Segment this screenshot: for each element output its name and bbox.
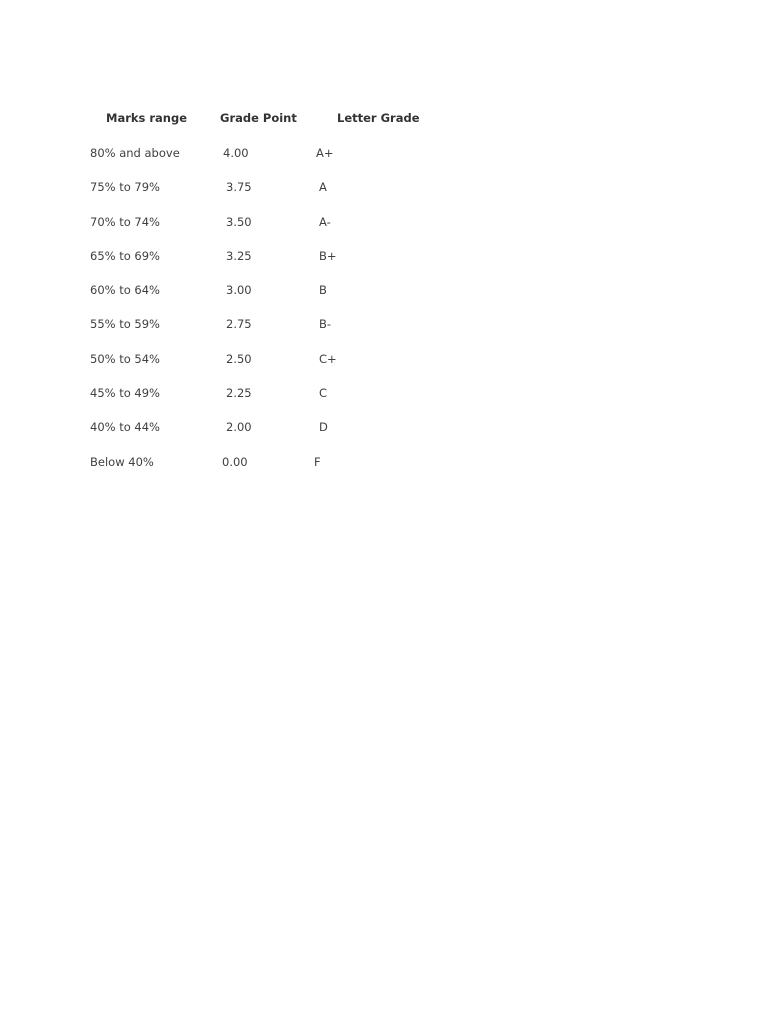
table-row [90, 452, 450, 486]
marks-range-cell: 60% to 64% [90, 283, 160, 298]
marks-range-cell: 45% to 49% [90, 386, 160, 401]
marks-range-cell: 65% to 69% [90, 248, 160, 263]
marks-range-cell: 70% to 74% [90, 214, 160, 229]
letter-grade-cell: B [319, 283, 327, 298]
letter-grade-cell: B- [319, 317, 332, 332]
header-grade-point: Grade Point [220, 111, 297, 125]
grade-point-cell: 3.00 [226, 283, 252, 298]
letter-grade-cell: D [319, 420, 328, 435]
table-row [90, 314, 450, 348]
table-row [90, 383, 450, 417]
table-row [90, 417, 450, 451]
table-row [90, 280, 450, 314]
grade-point-cell: 0.00 [222, 454, 248, 469]
letter-grade-cell: F [314, 454, 321, 469]
letter-grade-cell: A [319, 180, 327, 195]
grade-point-cell: 3.75 [226, 180, 252, 195]
grade-point-cell: 3.50 [226, 214, 252, 229]
table-row [90, 177, 450, 211]
table-row [90, 349, 450, 383]
table-row [90, 212, 450, 246]
marks-range-cell: 50% to 54% [90, 351, 160, 366]
marks-range-cell: 75% to 79% [90, 180, 160, 195]
letter-grade-cell: B+ [319, 248, 337, 263]
table-row [90, 143, 450, 177]
table-row [90, 246, 450, 280]
marks-range-cell: 40% to 44% [90, 420, 160, 435]
letter-grade-cell: C [319, 386, 328, 401]
marks-range-cell: 80% and above [90, 146, 180, 160]
letter-grade-cell: C+ [319, 351, 337, 366]
letter-grade-cell: A+ [316, 146, 334, 160]
table-header-row [90, 108, 450, 143]
grade-point-cell: 2.50 [226, 351, 252, 366]
grade-point-cell: 2.25 [226, 386, 252, 401]
header-marks-range: Marks range [106, 111, 188, 125]
grade-table [90, 108, 450, 486]
grade-point-cell: 3.25 [226, 248, 252, 263]
letter-grade-cell: A- [319, 214, 331, 229]
grade-point-cell: 4.00 [223, 146, 249, 160]
grade-point-cell: 2.00 [226, 420, 252, 435]
marks-range-cell: 55% to 59% [90, 317, 160, 332]
header-letter-grade: Letter Grade [337, 111, 420, 125]
grade-point-cell: 2.75 [226, 317, 252, 332]
marks-range-cell: Below 40% [90, 454, 154, 469]
